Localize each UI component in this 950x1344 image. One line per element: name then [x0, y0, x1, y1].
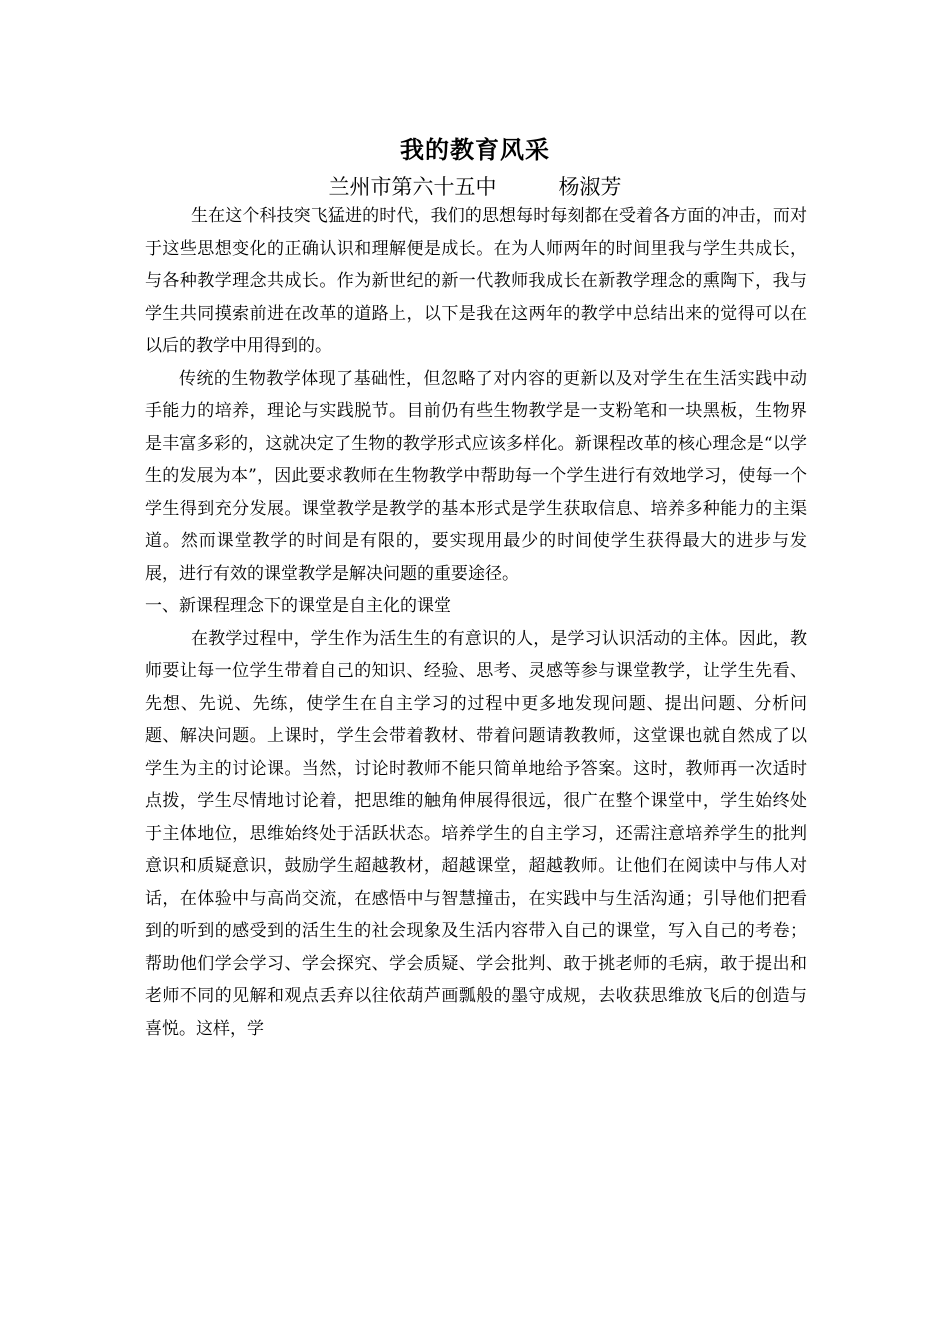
document-body [145, 200, 807, 1045]
school-name: 兰州市第六十五中 [328, 175, 497, 199]
byline [0, 172, 950, 202]
section-heading: 一、新课程理念下的课堂是自主化的课堂 [145, 596, 451, 616]
paragraph-traditional-teaching: 传统的生物教学体现了基础性，但忽略了对内容的更新以及对学生在生活实践中动手能力的培养，理论与实践脱节。目前仍有些生物教学是一支粉笔和一块黑板，生物界是丰富多彩的，这就决定了生物的教学形式应该多样化。新课程改革的核心理念是“以学生的发展为本”，因此要求教师在生物教学中帮助每一个学生进行有效地学习，使每一个学生得到充分发展。课堂教学是教学的基本形式是学生获取信息、培养多种能力的主渠道。然而课堂教学的时间是有限的，要实现用最少的时间使学生获得最大的进步与发展，进行有效的课堂教学是解决问题的重要途径。 [145, 368, 807, 584]
paragraph-section-one: 在教学过程中，学生作为活生生的有意识的人，是学习认识活动的主体。因此，教师要让每一位学生带着自己的知识、经验、思考、灵感等参与课堂教学，让学生先看、先想、先说、先练，使学生在自主学习的过程中更多地发现问题、提出问题、分析问题、解决问题。上课时，学生会带着教材、带着问题请教教师，这堂课也就自然成了以学生为主的讨论课。当然，讨论时教师不能只简单地给予答案。这时，教师再一次适时点拨，学生尽情地讨论着，把思维的触角伸展得很远，很广在整个课堂中，学生始终处于主体地位，思维始终处于活跃状态。培养学生的自主学习，还需注意培养学生的批判意识和质疑意识，鼓励学生超越教材，超越课堂，超越教师。让他们在阅读中与伟人对话，在体验中与高尚交流，在感悟中与智慧撞击，在实践中与生活沟通；引导他们把看到的听到的感受到的活生生的社会现象及生活内容带入自己的课堂，写入自己的考卷；帮助他们学会学习、学会探究、学会质疑、学会批判、敢于挑老师的毛病，敢于提出和老师不同的见解和观点丢弃以往依葫芦画瓢般的墨守成规，去收获思维放飞后的创造与喜悦。这样，学 [145, 628, 807, 1039]
paragraph-intro: 生在这个科技突飞猛进的时代，我们的思想每时每刻都在受着各方面的冲击，而对于这些思想变化的正确认识和理解便是成长。在为人师两年的时间里我与学生共成长，与各种教学理念共成长。作为新世纪的新一代教师我成长在新教学理念的熏陶下，我与学生共同摸索前进在改革的道路上，以下是我在这两年的教学中总结出来的觉得可以在以后的教学中用得到的。 [145, 206, 807, 356]
document-title: 我的教育风采 [400, 135, 550, 164]
author-name: 杨淑芳 [558, 175, 622, 199]
